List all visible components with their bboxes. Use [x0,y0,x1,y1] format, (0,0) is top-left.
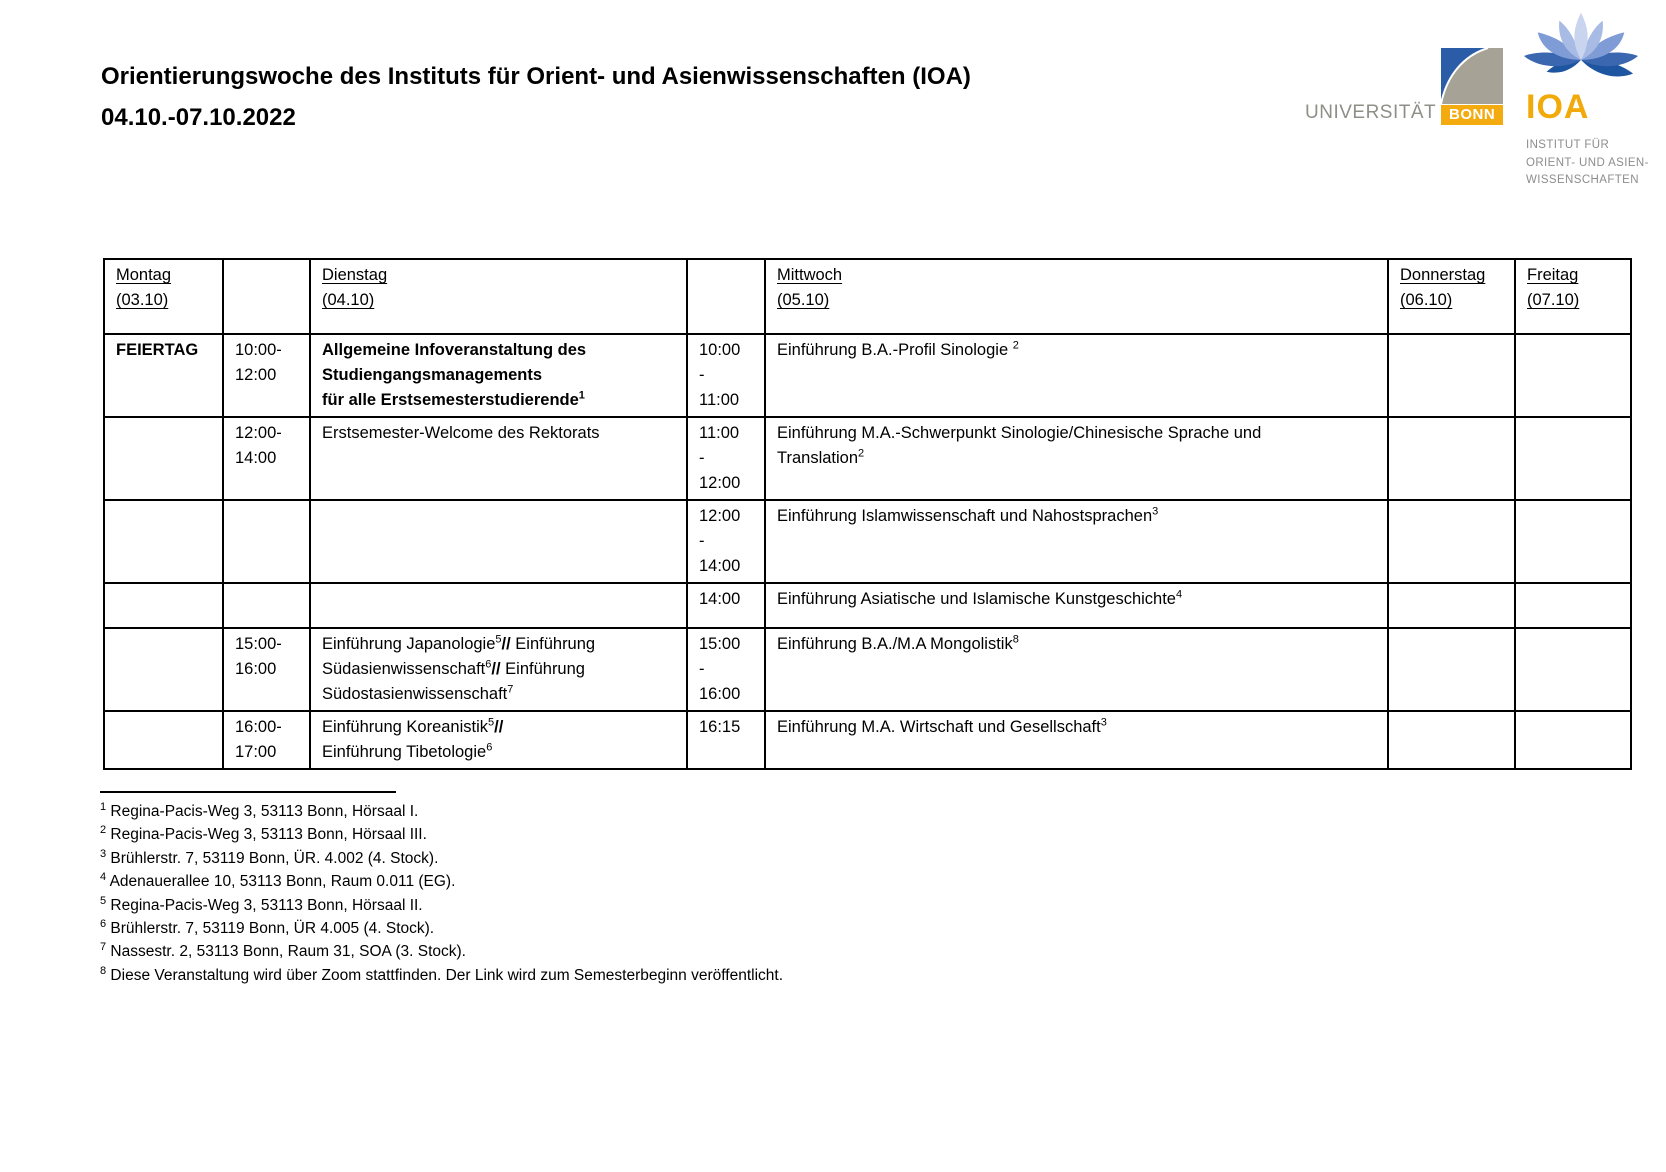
cell-freitag-row2 [1515,417,1631,500]
cell-time-b-row1: 10:00 - 11:00 [687,334,765,417]
day-header-mittwoch: Mittwoch (05.10) [765,259,1388,334]
cell-time-a-row3 [223,500,310,583]
uni-bonn-logo [1305,48,1503,125]
cell-montag-row3 [104,500,223,583]
cell-montag-row1: FEIERTAG [104,334,223,417]
cell-mittwoch-row3: Einführung Islamwissenschaft und Nahostsprachen$^3$ [765,500,1388,583]
cell-donnerstag-row3 [1388,500,1515,583]
ioa-acronym: IOA [1526,88,1590,126]
footnote-5: $^5$ Regina-Pacis-Weg 3, 53113 Bonn, Hörsaal II. [100,894,423,914]
lotus-icon [1522,8,1640,100]
cell-time-a-row5: 15:00- 16:00 [223,628,310,711]
cell-mittwoch-row2: Einführung M.A.-Schwerpunkt Sinologie/Chinesische Sprache und Translation$^2$ [765,417,1388,500]
footnote-6: $^6$ Brühlerstr. 7, 53119 Bonn, ÜR 4.005 (4. Stock). [100,917,435,938]
cell-montag-row4 [104,583,223,628]
footnote-8: $^8$ Diese Veranstaltung wird über Zoom stattfinden. Der Link wird zum Semesterbeginn veröffentlicht. [100,964,784,984]
cell-mittwoch-row1: Einführung B.A.-Profil Sinologie $^2$ [765,334,1388,417]
title-line-2: 04.10.-07.10.2022 [101,104,296,131]
schedule-row-5 [104,628,1631,711]
day-header-empty [687,259,765,334]
uni-bonn-box-label: BONN [1441,105,1503,125]
cell-freitag-row6 [1515,711,1631,769]
cell-dienstag-row5: Einführung Japanologie$^5$// Einführung Südasienwissenschaft$^6$// Einführung Südostasienwissenschaft$^7$ [310,628,687,711]
ioa-logo [1520,6,1666,196]
day-header-empty [223,259,310,334]
ioa-name-line-1: INSTITUT FÜR [1526,139,1610,151]
footnote-separator [100,791,396,793]
day-header-row [104,259,1631,334]
day-header-dienstag: Dienstag (04.10) [310,259,687,334]
ioa-name-line-3: WISSENSCHAFTEN [1526,174,1639,186]
cell-time-b-row6: 16:15 [687,711,765,769]
page-title [101,56,1151,138]
cell-freitag-row5 [1515,628,1631,711]
cell-dienstag-row6: Einführung Koreanistik$^5$// Einführung Tibetologie$^6$ [310,711,687,769]
title-line-1: Orientierungswoche des Instituts für Orient- und Asienwissenschaften (IOA) [101,63,971,90]
cell-donnerstag-row6 [1388,711,1515,769]
footnote-1: $^1$ Regina-Pacis-Weg 3, 53113 Bonn, Hörsaal I. [100,800,419,820]
uni-bonn-square-icon [1441,48,1503,104]
cell-donnerstag-row2 [1388,417,1515,500]
cell-time-a-row1: 10:00- 12:00 [223,334,310,417]
day-header-freitag: Freitag (07.10) [1515,259,1631,334]
cell-time-a-row6: 16:00- 17:00 [223,711,310,769]
cell-freitag-row4 [1515,583,1631,628]
footnote-7: $^7$ Nassestr. 2, 53113 Bonn, Raum 31, SOA (3. Stock). [100,941,466,961]
schedule-row-1 [104,334,1631,417]
schedule-row-4 [104,583,1631,628]
cell-donnerstag-row4 [1388,583,1515,628]
cell-time-b-row2: 11:00 - 12:00 [687,417,765,500]
footnote-4: $^4$ Adenauerallee 10, 53113 Bonn, Raum 0.011 (EG). [100,871,456,891]
schedule-table [103,258,1632,770]
ioa-institute-name [1526,137,1649,190]
cell-donnerstag-row5 [1388,628,1515,711]
cell-montag-row2 [104,417,223,500]
cell-mittwoch-row6: Einführung M.A. Wirtschaft und Gesellschaft$^3$ [765,711,1388,769]
cell-freitag-row1 [1515,334,1631,417]
day-header-montag: Montag (03.10) [104,259,223,334]
cell-dienstag-row4 [310,583,687,628]
ioa-name-line-2: ORIENT- UND ASIEN- [1526,156,1649,169]
cell-montag-row6 [104,711,223,769]
cell-time-b-row5: 15:00 - 16:00 [687,628,765,711]
cell-mittwoch-row5: Einführung B.A./M.A Mongolistik$^8$ [765,628,1388,711]
cell-dienstag-row2: Erstsemester-Welcome des Rektorats [310,417,687,500]
cell-time-a-row4 [223,583,310,628]
cell-donnerstag-row1 [1388,334,1515,417]
footnote-2: $^2$ Regina-Pacis-Weg 3, 53113 Bonn, Hörsaal III. [100,824,427,844]
cell-dienstag-row3 [310,500,687,583]
cell-montag-row5 [104,628,223,711]
cell-time-b-row4: 14:00 [687,583,765,628]
schedule-row-6 [104,711,1631,769]
uni-bonn-wordmark: UNIVERSITÄT [1305,102,1437,123]
cell-freitag-row3 [1515,500,1631,583]
footnote-3: $^3$ Brühlerstr. 7, 53119 Bonn, ÜR. 4.002 (4. Stock). [100,847,439,867]
cell-dienstag-row1: Allgemeine Infoveranstaltung des Studiengangsmanagements für alle Erstsemesterstudierende$^1$ [310,334,687,417]
schedule-row-2 [104,417,1631,500]
footnotes [100,800,1300,987]
day-header-donnerstag: Donnerstag (06.10) [1388,259,1515,334]
cell-time-a-row2: 12:00- 14:00 [223,417,310,500]
cell-mittwoch-row4: Einführung Asiatische und Islamische Kunstgeschichte$^4$ [765,583,1388,628]
schedule-row-3 [104,500,1631,583]
cell-time-b-row3: 12:00 - 14:00 [687,500,765,583]
